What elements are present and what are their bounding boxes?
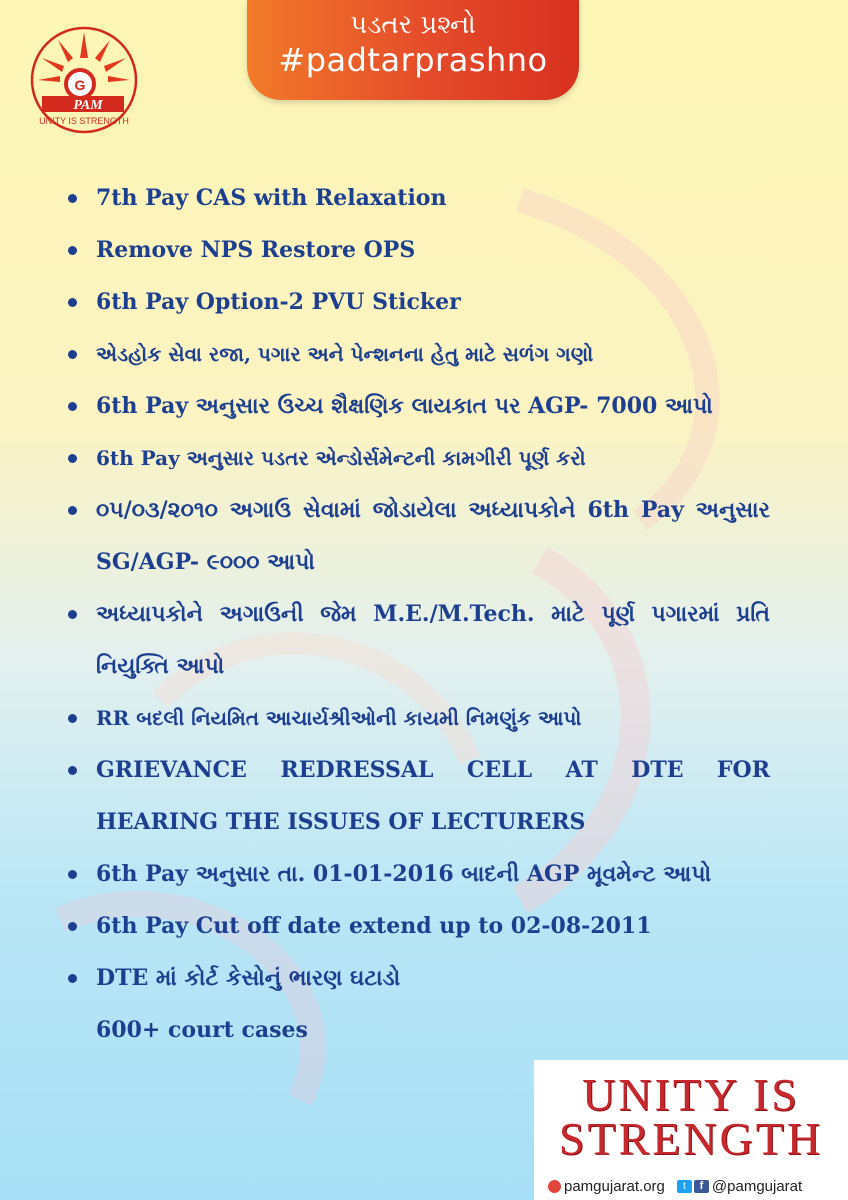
issue-item bbox=[62, 848, 770, 900]
issue-item bbox=[62, 224, 770, 276]
issue-item bbox=[62, 744, 770, 848]
issue-text: એડહોક સેવા રજા, પગાર અને પેન્શનના હેતુ માટે સળંગ ગણો bbox=[96, 342, 594, 366]
issue-item bbox=[62, 172, 770, 224]
issue-item bbox=[62, 952, 770, 1056]
issue-text: 6th Pay અનુસાર તા. 01-01-2016 બાદની AGP મૂવમેન્ટ આપો bbox=[96, 861, 712, 887]
issue-text: અધ્યાપકોને અગાઉની જેમ M.E./M.Tech. માટે પૂર્ણ પગારમાં પ્રતિ નિયુક્તિ આપો bbox=[96, 601, 770, 679]
logo-tagline: UNITY IS STRENGTH bbox=[39, 116, 129, 126]
globe-icon bbox=[548, 1180, 561, 1193]
issue-text: 7th Pay CAS with Relaxation bbox=[96, 185, 447, 211]
issue-text: Remove NPS Restore OPS bbox=[96, 237, 416, 263]
banner-line-2: STRENGTH bbox=[558, 1113, 824, 1164]
issue-text: 6th Pay Option-2 PVU Sticker bbox=[96, 289, 461, 315]
facebook-icon[interactable]: f bbox=[694, 1180, 709, 1193]
website-link[interactable]: pamgujarat.org bbox=[564, 1178, 665, 1195]
issue-text: 6th Pay અનુસાર ઉચ્ચ શૈક્ષણિક લાયકાત પર AGP- 7000 આપો bbox=[96, 393, 713, 419]
issue-item bbox=[62, 432, 770, 484]
issue-text: 6th Pay Cut off date extend up to 02-08-2011 bbox=[96, 913, 652, 939]
unity-banner bbox=[534, 1060, 848, 1200]
issue-text: ૦૫/૦૩/૨૦૧૦ અગાઉ સેવામાં જોડાયેલા અધ્યાપકોને 6th Pay અનુસાર SG/AGP- ૯૦૦૦ આપો bbox=[96, 497, 770, 575]
header-hashtag: #padtarprashno bbox=[278, 41, 548, 79]
issue-item bbox=[62, 276, 770, 328]
issue-item bbox=[62, 588, 770, 692]
sun-logo-icon bbox=[18, 18, 150, 136]
issue-item bbox=[62, 900, 770, 952]
issue-text: 6th Pay અનુસાર પડતર એન્ડોર્સમેન્ટની કામગીરી પૂર્ણ કરો bbox=[96, 446, 586, 470]
issue-item bbox=[62, 692, 770, 744]
issue-item bbox=[62, 484, 770, 588]
logo-letters: PAM bbox=[73, 98, 103, 113]
banner-line-1: UNITY IS bbox=[582, 1069, 800, 1120]
issues-list bbox=[62, 172, 770, 1056]
svg-text:G: G bbox=[74, 77, 86, 93]
header-title-gujarati: પડતર પ્રશ્નો bbox=[350, 10, 476, 40]
twitter-icon[interactable]: t bbox=[677, 1180, 692, 1193]
banner-footer bbox=[548, 1178, 844, 1195]
issue-item bbox=[62, 380, 770, 432]
social-handle[interactable]: @pamgujarat bbox=[711, 1178, 803, 1195]
issue-text: GRIEVANCE REDRESSAL CELL AT DTE FOR HEARING THE ISSUES OF LECTURERS bbox=[96, 757, 770, 835]
issue-item bbox=[62, 328, 770, 380]
issue-text: RR બદલી નિયમિત આચાર્યશ્રીઓની કાયમી નિમણુંક આપો bbox=[96, 706, 582, 730]
issue-subtext: 600+ court cases bbox=[96, 1017, 308, 1043]
issue-text: DTE માં કોર્ટ કેસોનું ભારણ ઘટાડો bbox=[96, 965, 401, 991]
pam-logo bbox=[18, 18, 150, 136]
header-tab bbox=[247, 0, 579, 100]
